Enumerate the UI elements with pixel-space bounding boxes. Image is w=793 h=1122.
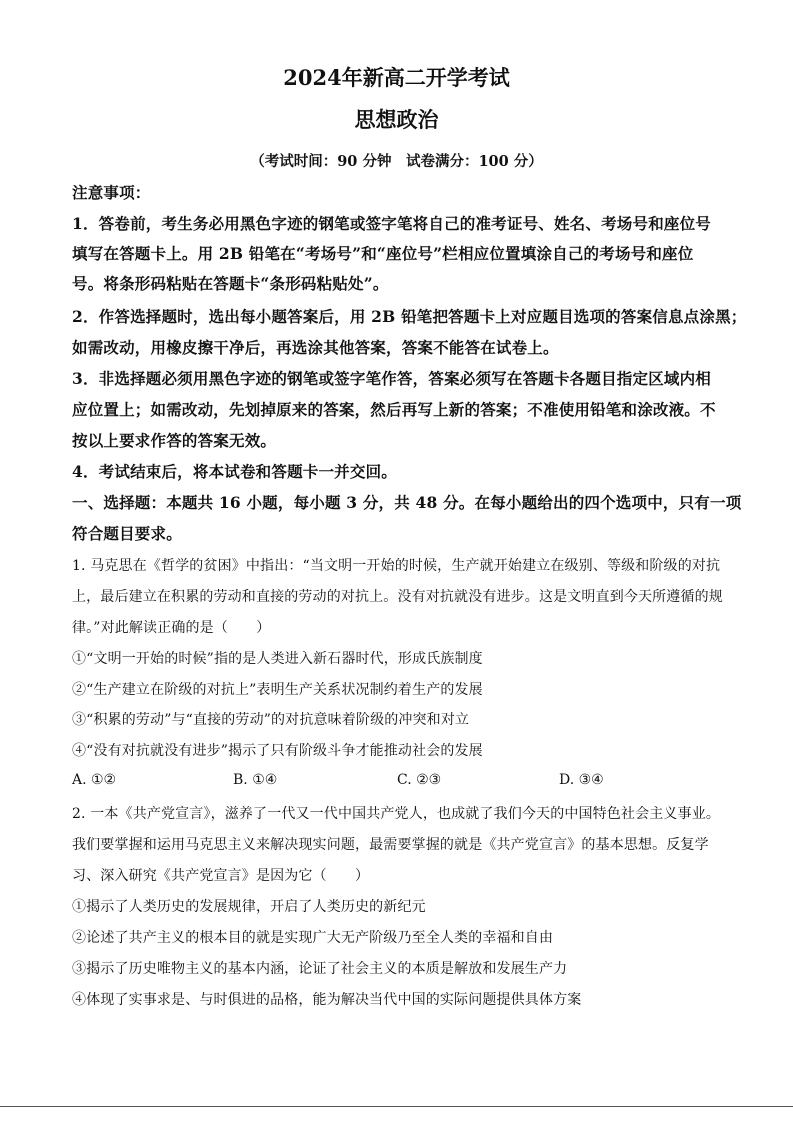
- page-bottom-rule: [0, 1106, 793, 1107]
- notice-heading: 注意事项：: [72, 183, 151, 202]
- notice-line: 填写在答题卡上。用 2B 铅笔在“考场号”和“座位号”栏相应位置填涂自己的考场号和座位: [72, 244, 694, 263]
- q1-option-c: C. ②③: [397, 772, 442, 788]
- notice-line: 1．答卷前，考生务必用黑色字迹的钢笔或签字笔将自己的准考证号、姓名、考场号和座位号: [72, 214, 711, 233]
- q1-item: ③“积累的劳动”与“直接的劳动”的对抗意味着阶级的冲突和对立: [72, 712, 470, 728]
- notice-line: 号。将条形码粘贴在答题卡“条形码粘贴处”。: [72, 274, 389, 293]
- q1-stem-line: 上，最后建立在积累的劳动和直接的劳动的对抗上。没有对抗就没有进步。这是文明直到今天所遵循的规: [72, 589, 723, 605]
- q1-item: ①“文明一开始的时候”指的是人类进入新石器时代，形成氏族制度: [72, 651, 483, 667]
- q2-item: ③揭示了历史唯物主义的基本内涵，论证了社会主义的本质是解放和发展生产力: [72, 961, 568, 977]
- section-heading: 一、选择题：本题共 16 小题，每小题 3 分，共 48 分。在每小题给出的四个选项中，只有一项: [72, 493, 742, 512]
- exam-info: （考试时间：90 分钟 试卷满分：100 分）: [250, 153, 543, 170]
- q2-item: ④体现了实事求是、与时俱进的品格，能为解决当代中国的实际问题提供具体方案: [72, 992, 582, 1008]
- q2-stem-line: 我们要掌握和运用马克思主义来解决现实问题，最需要掌握的就是《共产党宣言》的基本思想。反复学: [72, 837, 709, 853]
- q2-stem-line: 2. 一本《共产党宣言》，滋养了一代又一代中国共产党人，也成就了我们今天的中国特色社会主义事业。: [72, 806, 721, 822]
- exam-title: 2024年新高二开学考试: [283, 65, 510, 90]
- q1-option-b: B. ①④: [233, 772, 278, 788]
- q2-stem-line: 习、深入研究《共产党宣言》是因为它（ ）: [72, 868, 370, 884]
- subject-title: 思想政治: [354, 107, 439, 132]
- q1-stem-line: 1. 马克思在《哲学的贫困》中指出：“当文明一开始的时候，生产就开始建立在级别、等级和阶级的对抗: [72, 558, 721, 574]
- notice-line: 4．考试结束后，将本试卷和答题卡一并交回。: [72, 462, 397, 481]
- q1-option-d: D. ③④: [559, 772, 604, 788]
- notice-line: 应位置上；如需改动，先划掉原来的答案，然后再写上新的答案；不准使用铅笔和涂改液。不: [72, 400, 716, 419]
- q2-item: ①揭示了人类历史的发展规律，开启了人类历史的新纪元: [72, 899, 426, 915]
- notice-line: 按以上要求作答的答案无效。: [72, 431, 277, 450]
- q2-item: ②论述了共产主义的根本目的就是实现广大无产阶级乃至全人类的幸福和自由: [72, 930, 554, 946]
- q1-option-a: A. ①②: [72, 772, 117, 788]
- q1-item: ②“生产建立在阶级的对抗上”表明生产关系状况制约着生产的发展: [72, 682, 483, 698]
- q1-item: ④“没有对抗就没有进步”揭示了只有阶级斗争才能推动社会的发展: [72, 743, 483, 759]
- notice-line: 如需改动，用橡皮擦干净后，再选涂其他答案，答案不能答在试卷上。: [72, 338, 559, 357]
- notice-line: 2．作答选择题时，选出每小题答案后，用 2B 铅笔把答题卡上对应题目选项的答案信息点涂黑；: [72, 307, 747, 326]
- notice-line: 3．非选择题必须用黑色字迹的钢笔或签字笔作答，答案必须写在答题卡各题目指定区域内相: [72, 369, 711, 388]
- section-heading-cont: 符合题目要求。: [72, 524, 182, 543]
- q1-stem-line: 律。”对此解读正确的是（ ）: [72, 620, 271, 636]
